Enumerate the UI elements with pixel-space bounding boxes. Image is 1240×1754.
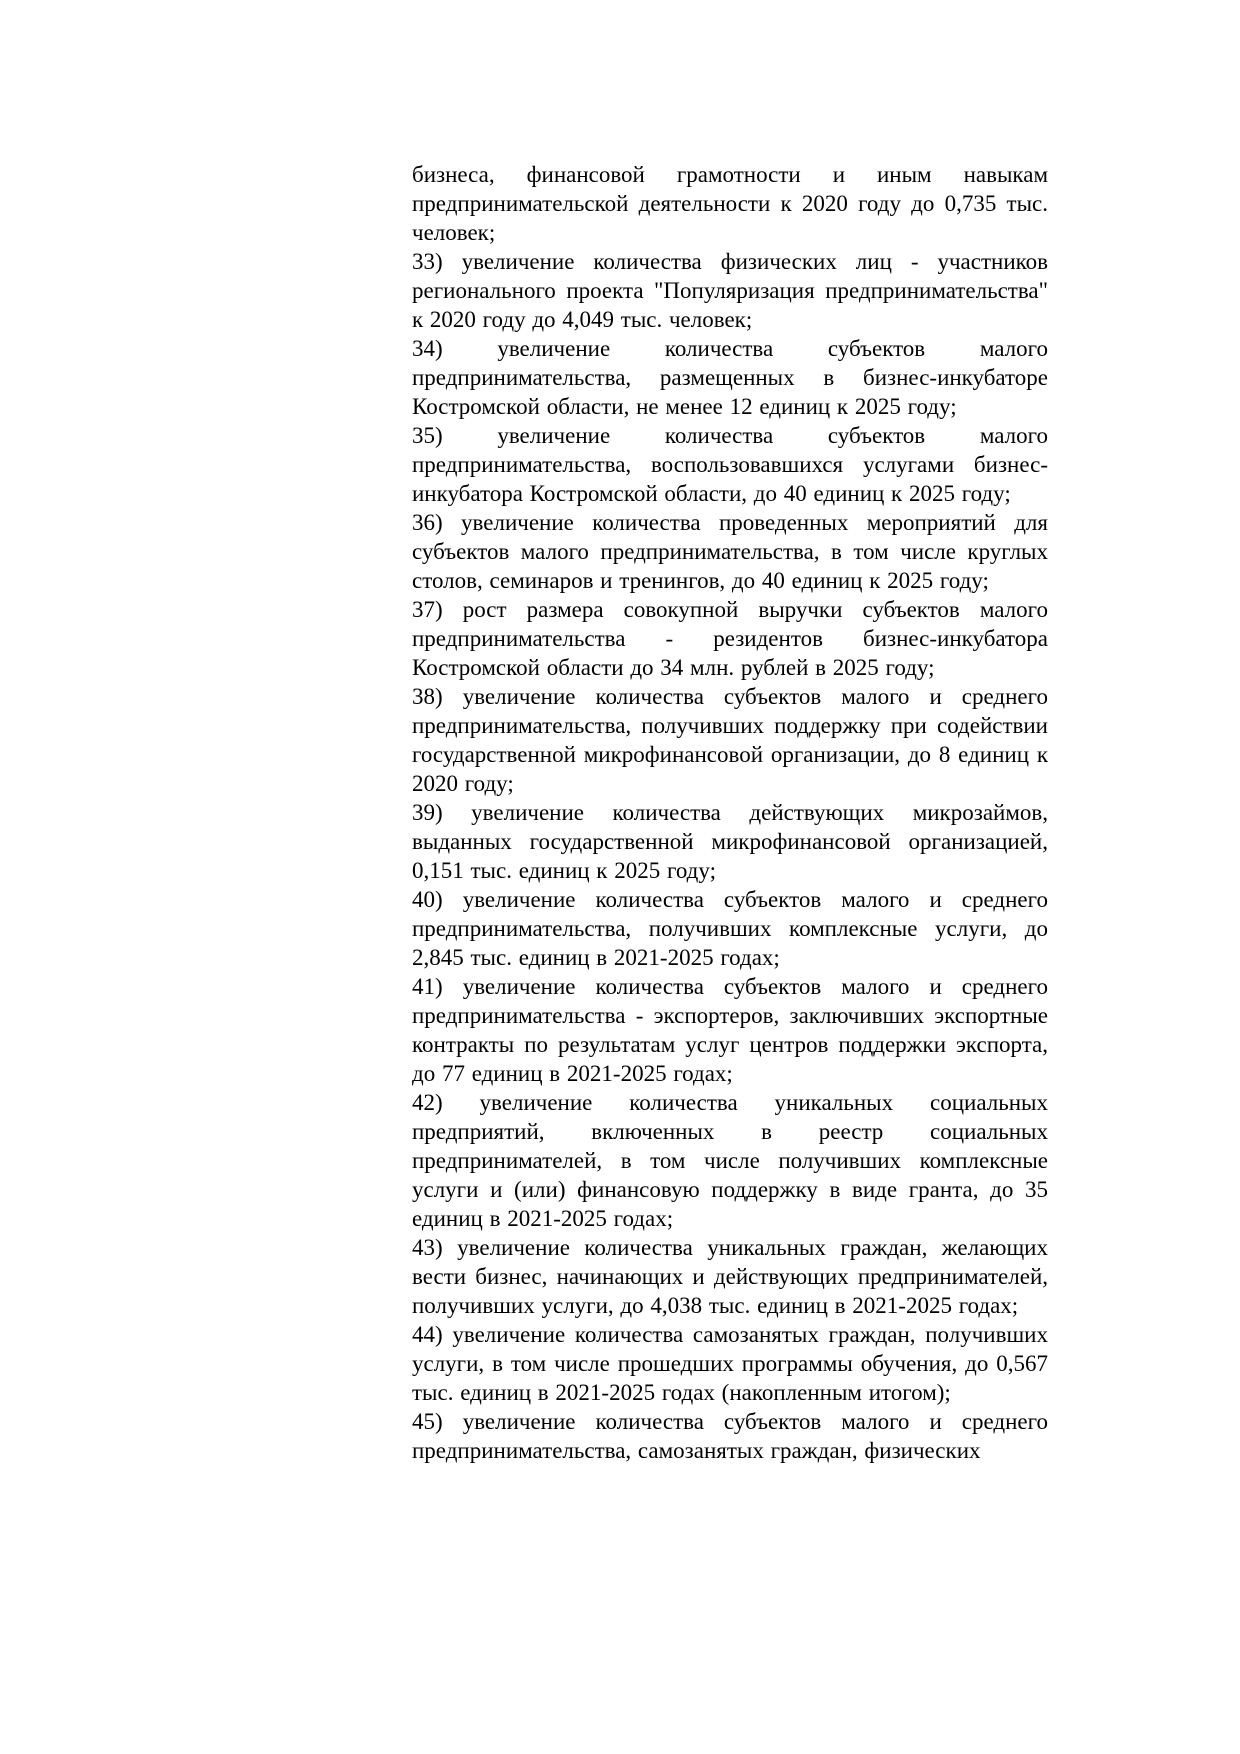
list-item-35: 35) увеличение количества субъектов малого предпринимательства, воспользовавшихся услугами бизнес-инкубатора Костромской области, до 40 единиц к 2025 году; [412, 423, 1048, 506]
list-item-43: 43) увеличение количества уникальных граждан, желающих вести бизнес, начинающих и действующих предпринимателей, получивших услуги, до 4,038 тыс. единиц в 2021-2025 годах; [412, 1235, 1048, 1318]
list-item-41: 41) увеличение количества субъектов малого и среднего предпринимательства - экспортеров, заключивших экспортные контракты по результатам услуг центров поддержки экспорта, до 77 единиц в 2021-2025 годах; [412, 974, 1048, 1086]
list-item-44: 44) увеличение количества самозанятых граждан, получивших услуги, в том числе прошедших программы обучения, до 0,567 тыс. единиц в 2021-2025 годах (накопленным итогом); [412, 1322, 1048, 1405]
list-item-37: 37) рост размера совокупной выручки субъектов малого предпринимательства - резидентов бизнес-инкубатора Костромской области до 34 млн. рублей в 2025 году; [412, 597, 1048, 680]
paragraph-continuation: бизнеса, финансовой грамотности и иным навыкам предпринимательской деятельности к 2020 году до 0,735 тыс. человек; [412, 162, 1048, 245]
document-text-column [412, 160, 1048, 1465]
list-item-34: 34) увеличение количества субъектов малого предпринимательства, размещенных в бизнес-инкубаторе Костромской области, не менее 12 единиц к 2025 году; [412, 336, 1048, 419]
list-item-33: 33) увеличение количества физических лиц - участников регионального проекта "Популяризация предпринимательства" к 2020 году до 4,049 тыс. человек; [412, 249, 1048, 332]
list-item-36: 36) увеличение количества проведенных мероприятий для субъектов малого предпринимательства, в том числе круглых столов, семинаров и тренингов, до 40 единиц к 2025 году; [412, 510, 1048, 593]
list-item-39: 39) увеличение количества действующих микрозаймов, выданных государственной микрофинансовой организацией, 0,151 тыс. единиц к 2025 году; [412, 800, 1048, 883]
list-item-42: 42) увеличение количества уникальных социальных предприятий, включенных в реестр социальных предпринимателей, в том числе получивших комплексные услуги и (или) финансовую поддержку в виде гранта, до 35 единиц в 2021-2025 годах; [412, 1090, 1048, 1231]
list-item-45: 45) увеличение количества субъектов малого и среднего предпринимательства, самозанятых граждан, физических [412, 1409, 1048, 1463]
list-item-40: 40) увеличение количества субъектов малого и среднего предпринимательства, получивших комплексные услуги, до 2,845 тыс. единиц в 2021-2025 годах; [412, 887, 1048, 970]
list-item-38: 38) увеличение количества субъектов малого и среднего предпринимательства, получивших поддержку при содействии государственной микрофинансовой организации, до 8 единиц к 2020 году; [412, 684, 1048, 796]
